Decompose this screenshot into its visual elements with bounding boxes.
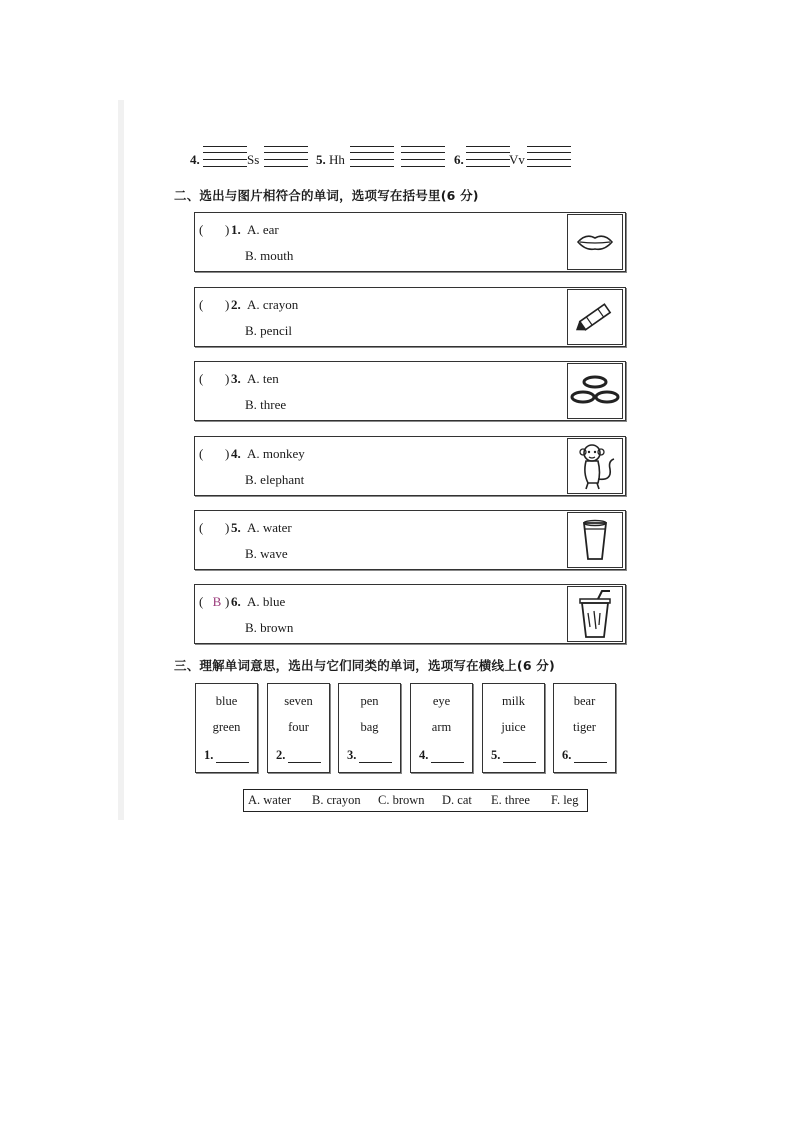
section-3-title: 三、理解单词意思，选出与它们同类的单词，选项写在横线上(6 分)	[174, 658, 555, 673]
writing-lines[interactable]	[350, 146, 394, 172]
answer-slot[interactable]: B	[212, 594, 222, 609]
card-word: four	[288, 720, 309, 734]
section-2-title: 二、选出与图片相符合的单词，选项写在括号里(6 分)	[174, 188, 479, 203]
writing-lines[interactable]	[527, 146, 571, 172]
option-b: B. wave	[245, 546, 288, 561]
option-choice: A. water	[248, 793, 292, 807]
writing-letters: Vv	[509, 152, 525, 167]
lips-icon	[567, 214, 623, 270]
page-scan-edge	[118, 100, 124, 820]
answer-line[interactable]	[288, 762, 321, 763]
word-card	[267, 683, 330, 773]
blank-number: 2.	[276, 748, 286, 762]
question-number: 6.	[231, 594, 241, 609]
option-b: B. pencil	[245, 323, 292, 338]
answer-line[interactable]	[574, 762, 607, 763]
card-word: pen	[360, 694, 379, 708]
blank-number: 4.	[419, 748, 429, 762]
card-word: seven	[284, 694, 313, 708]
word-card	[410, 683, 473, 773]
open-paren: (	[199, 594, 204, 609]
blank-number: 6.	[562, 748, 572, 762]
answer-line[interactable]	[216, 762, 249, 763]
option-a: A. monkey	[247, 446, 305, 461]
open-paren: (	[199, 446, 204, 461]
option-b: B. mouth	[245, 248, 294, 263]
writing-letters: Ss	[247, 152, 260, 167]
option-choice: D. cat	[442, 793, 472, 807]
question-4	[194, 436, 626, 496]
word-card	[482, 683, 545, 773]
blank-number: 1.	[204, 748, 214, 762]
open-paren: (	[199, 297, 204, 312]
blank-number: 5.	[491, 748, 501, 762]
crayon-icon	[567, 289, 623, 345]
question-number: 4.	[231, 446, 241, 461]
writing-lines[interactable]	[401, 146, 445, 172]
option-a: A. ten	[247, 371, 279, 386]
card-word: blue	[215, 694, 238, 708]
option-choice: B. crayon	[312, 793, 361, 807]
word-card	[338, 683, 401, 773]
answer-line[interactable]	[359, 762, 392, 763]
card-word: tiger	[573, 720, 596, 734]
writing-lines[interactable]	[466, 146, 510, 172]
word-card	[195, 683, 258, 773]
card-word: green	[212, 720, 241, 734]
option-a: A. ear	[247, 222, 279, 237]
glass-icon	[567, 512, 623, 568]
open-paren: (	[199, 371, 204, 386]
question-number: 5.	[231, 520, 241, 535]
open-paren: (	[199, 520, 204, 535]
question-number: 1.	[231, 222, 241, 237]
question-1	[194, 212, 626, 272]
open-paren: (	[199, 222, 204, 237]
three-rings-icon	[567, 363, 623, 419]
card-word: bag	[360, 720, 379, 734]
card-word: arm	[431, 720, 452, 734]
writing-item-number: 5.	[316, 152, 326, 167]
card-word: milk	[502, 694, 525, 708]
close-paren: )	[225, 222, 230, 237]
question-3	[194, 361, 626, 421]
word-card	[553, 683, 616, 773]
writing-item-number: 6.	[454, 152, 464, 167]
close-paren: )	[225, 297, 230, 312]
blank-number: 3.	[347, 748, 357, 762]
writing-item-number: 4.	[190, 152, 200, 167]
answer-line[interactable]	[503, 762, 536, 763]
card-word: bear	[573, 694, 596, 708]
option-a: A. blue	[247, 594, 286, 609]
card-word: eye	[432, 694, 451, 708]
option-choice: F. leg	[551, 793, 579, 807]
option-choice: C. brown	[378, 793, 425, 807]
close-paren: )	[225, 594, 230, 609]
question-number: 3.	[231, 371, 241, 386]
close-paren: )	[225, 520, 230, 535]
question-2	[194, 287, 626, 347]
question-number: 2.	[231, 297, 241, 312]
options-box	[243, 789, 588, 812]
option-a: A. crayon	[247, 297, 299, 312]
option-choice: E. three	[491, 793, 530, 807]
answer-line[interactable]	[431, 762, 464, 763]
option-b: B. elephant	[245, 472, 305, 487]
option-a: A. water	[247, 520, 292, 535]
option-b: B. three	[245, 397, 287, 412]
option-b: B. brown	[245, 620, 294, 635]
close-paren: )	[225, 446, 230, 461]
close-paren: )	[225, 371, 230, 386]
drink-cup-icon	[567, 586, 623, 642]
monkey-icon	[567, 438, 623, 494]
writing-letters: Hh	[329, 152, 345, 167]
writing-lines[interactable]	[264, 146, 308, 172]
writing-lines[interactable]	[203, 146, 247, 172]
question-5	[194, 510, 626, 570]
card-word: juice	[501, 720, 526, 734]
question-6	[194, 584, 626, 644]
